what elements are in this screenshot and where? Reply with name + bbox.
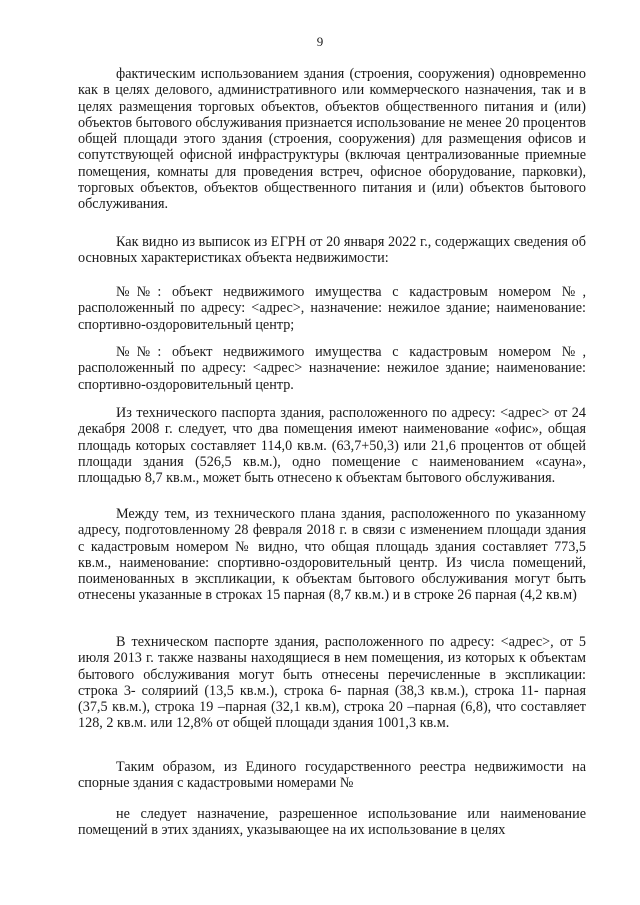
paragraph-object-2 bbox=[78, 344, 586, 393]
paragraph-text: В техническом паспорте здания, расположенного по адресу: <адрес>, от 5 июля 2013 г. также названы находящиеся в нем помещения, из которых к объектам бытового обслуживания могут быть отнесены перечисленные в экспликации: строка 3- соляриий (13,5 кв.м.), строка 6- парная (38,3 кв.м.), строка 11- парная (37,5 кв.м.), строка 19 –парная (32,1 кв.м), строка 20 –парная (6,8), что составляет 128, 2 кв.м. или 12,8% от общей площади здания 1001,3 кв.м. bbox=[78, 634, 586, 732]
paragraph-text: №№: объект недвижимого имущества с кадастровым номером №, расположенный по адресу: <адрес>, назначение: нежилое здание; наименование: спортивно-оздоровительный центр; bbox=[78, 284, 586, 333]
paragraph-object-1 bbox=[78, 284, 586, 333]
paragraph-conclusion-continued bbox=[78, 806, 586, 839]
paragraph-tech-passport-2013 bbox=[78, 634, 586, 732]
paragraph-text: Между тем, из технического плана здания, расположенного по указанному адресу, подготовленному 28 февраля 2018 г. в связи с изменением площади здания с кадастровым номером № видно, что общая площадь здания составляет 773,5 кв.м., наименование: спортивно-оздоровительный центр. Из числа помещений, поименованных в экспликации, к объектам бытового обслуживания могут быть отнесены указанные в строках 15 парная (8,7 кв.м.) и в строке 26 парная (4,2 кв.м) bbox=[78, 506, 586, 604]
paragraph-text: №№: объект недвижимого имущества с кадастровым номером №, расположенный по адресу: <адрес> назначение: нежилое здание; наименование: спортивно-оздоровительный центр. bbox=[78, 344, 586, 393]
paragraph-text: Таким образом, из Единого государственного реестра недвижимости на спорные здания с кадастровыми номерами № bbox=[78, 759, 586, 792]
paragraph-tech-plan-2018 bbox=[78, 506, 586, 604]
paragraph-tech-passport-2008 bbox=[78, 405, 586, 486]
paragraph-egrn-intro bbox=[78, 234, 586, 267]
paragraph-usage-definition bbox=[78, 66, 586, 213]
paragraph-text: Из технического паспорта здания, расположенного по адресу: <адрес> от 24 декабря 2008 г. следует, что два помещения имеют наименование «офис», общая площадь которых составляет 114,0 кв.м. (63,7+50,3) или 21,6 процентов от общей площади здания (526,5 кв.м.), одно помещение с наименованием «сауна», площадью 8,7 кв.м., может быть отнесено к объектам бытового обслуживания. bbox=[78, 405, 586, 487]
paragraph-conclusion-start bbox=[78, 759, 586, 792]
paragraph-text: Как видно из выписок из ЕГРН от 20 января 2022 г., содержащих сведения об основных характеристиках объекта недвижимости: bbox=[78, 234, 586, 267]
page-number: 9 bbox=[316, 34, 324, 49]
paragraph-text: фактическим использованием здания (строения, сооружения) одновременно как в целях делового, административного или коммерческого назначения, так и в целях размещения торговых объектов, объектов общественного питания и (или) объектов бытового обслуживания признается использование не менее 20 процентов общей площади этого здания (строения, сооружения) для размещения офисов и сопутствующей офисной инфраструктуры (включая централизованные приемные помещения, комнаты для проведения встреч, офисное оборудование, парковки), торговых объектов, объектов общественного питания и (или) объектов бытового обслуживания. bbox=[78, 66, 586, 213]
paragraph-text: не следует назначение, разрешенное использование или наименование помещений в этих зданиях, указывающее на их использование в целях bbox=[78, 806, 586, 839]
